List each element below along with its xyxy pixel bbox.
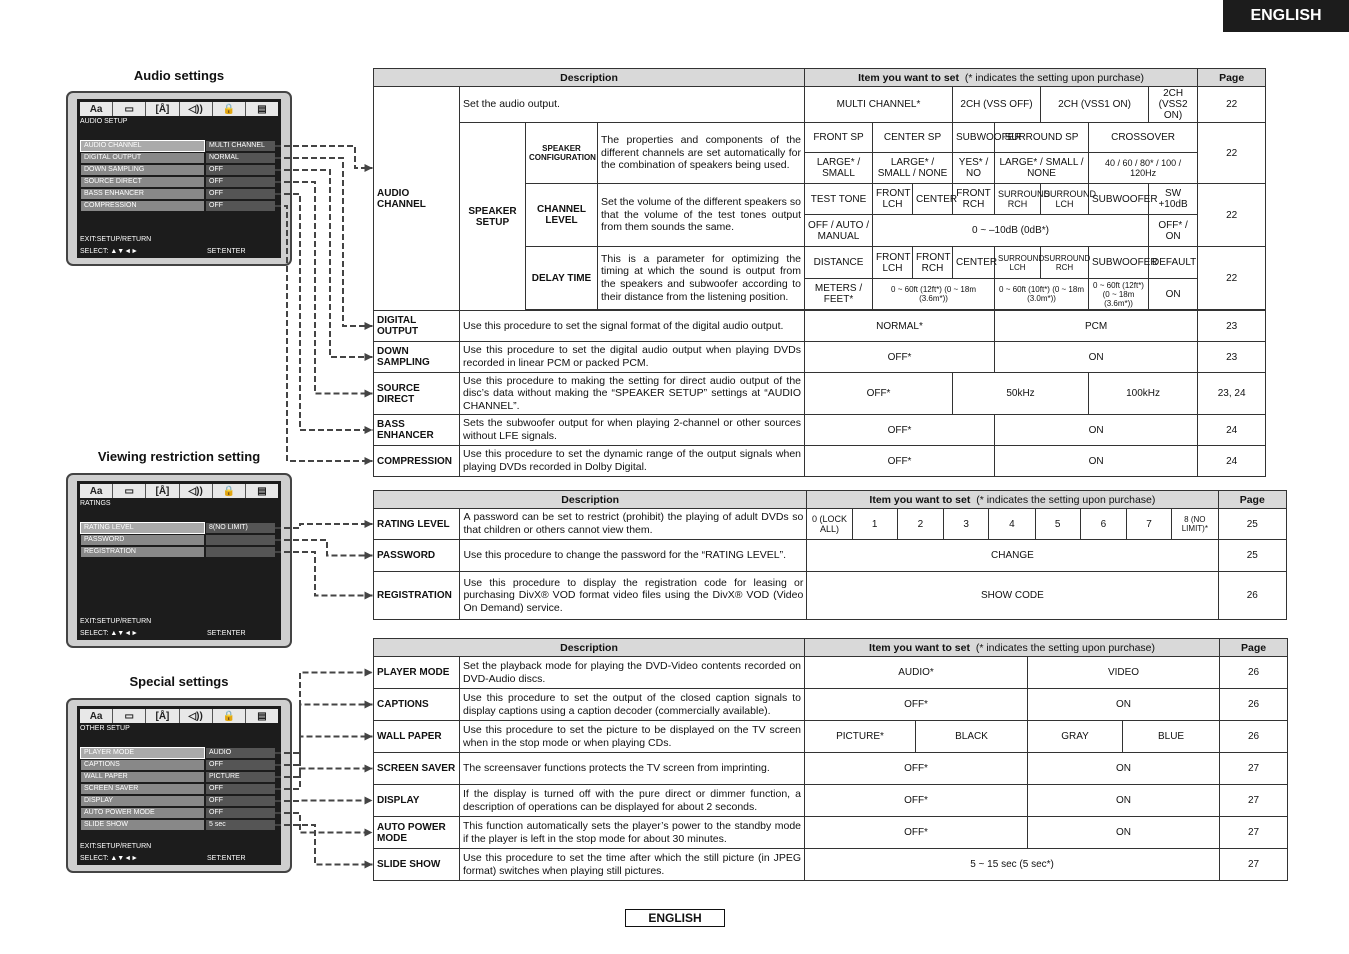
speaker-config-label: SPEAKER CONFIGURATION	[526, 123, 598, 184]
option-cell: BLUE	[1123, 721, 1220, 753]
audio-settings-title: Audio settings	[133, 68, 225, 83]
item-header: Item you want to set (* indicates the setting upon purchase)	[805, 639, 1220, 657]
page-header: Page	[1198, 69, 1266, 87]
display-tab-icon[interactable]: ▭	[113, 102, 146, 116]
menu-row[interactable]	[81, 189, 275, 199]
option-cell: PICTURE*	[805, 721, 916, 753]
page-cell: 27	[1220, 817, 1288, 849]
menu-item-label: AUTO POWER MODE	[81, 808, 204, 818]
audio-channel-desc: Set the audio output.	[460, 87, 805, 123]
arrow-head	[365, 829, 373, 837]
option-cell: 100kHz	[1089, 373, 1198, 415]
setting-desc: Use this procedure to set the signal format of the digital audio output.	[460, 311, 805, 342]
arrow-head	[365, 552, 373, 560]
setting-label: DISPLAY	[374, 785, 460, 817]
menu-row[interactable]	[81, 820, 275, 830]
option-cell: 4	[989, 509, 1035, 540]
audio-tab-icon[interactable]: ◁))	[180, 709, 213, 723]
menu-item-label: AUDIO CHANNEL	[81, 141, 204, 151]
menu-item-value: OFF	[206, 165, 275, 175]
option-cell: 7	[1126, 509, 1171, 540]
rating-level-label: RATING LEVEL	[374, 509, 460, 540]
footer-set: SET:ENTER	[207, 855, 246, 862]
option-cell: CENTER	[913, 184, 953, 215]
menu-item-value: OFF	[206, 796, 275, 806]
page-header: Page	[1218, 491, 1287, 509]
option-cell: SURROUND RCH	[1041, 247, 1089, 279]
menu-tabs	[80, 709, 278, 723]
audio-tab-icon[interactable]: ◁))	[180, 102, 213, 116]
option-cell: ON	[1028, 785, 1220, 817]
menu-row[interactable]	[81, 808, 275, 818]
table-row	[374, 311, 1288, 342]
option-cell: MULTI CHANNEL*	[805, 87, 953, 123]
option-cell: FRONT RCH	[953, 184, 995, 215]
option-cell: 50kHz	[953, 373, 1089, 415]
option-cell: SURROUND SP	[995, 123, 1089, 153]
option-cell: 2CH (VSS OFF)	[953, 87, 1041, 123]
channel-level-label: CHANNEL LEVEL	[526, 184, 598, 247]
description-header: Description	[374, 491, 807, 509]
option-cell: OFF*	[805, 446, 995, 477]
setting-label: COMPRESSION	[374, 446, 460, 477]
menu-item-value	[206, 535, 275, 545]
menu-row[interactable]	[81, 748, 275, 758]
other-tab-icon[interactable]: ▤	[257, 710, 267, 722]
option-cell: FRONT LCH	[873, 247, 913, 279]
page-cell: 26	[1220, 689, 1288, 721]
menu-item-value: PICTURE	[206, 772, 275, 782]
lock-tab-icon[interactable]: 🔒	[213, 102, 246, 116]
footer-select: SELECT: ▲▼◄►	[80, 855, 139, 862]
option-cell: ON	[1149, 279, 1198, 310]
menu-item-label: DOWN SAMPLING	[81, 165, 204, 175]
option-cell: AUDIO*	[805, 657, 1028, 689]
option-cell: ON	[995, 446, 1198, 477]
menu-item-label: WALL PAPER	[81, 772, 204, 782]
page-cell: 24	[1198, 415, 1266, 446]
angle-tab-icon[interactable]: [Å]	[146, 709, 179, 723]
arrow-head	[365, 765, 373, 773]
setting-desc: Use this procedure to set the digital audio output when playing DVDs recorded in linear PCM or packed PCM.	[460, 342, 805, 373]
option-cell: PCM	[995, 311, 1198, 342]
option-cell: 1	[852, 509, 897, 540]
option-cell: 3	[944, 509, 989, 540]
setting-label: WALL PAPER	[374, 721, 460, 753]
viewing-restriction-title: Viewing restriction setting	[97, 449, 261, 464]
arrow-head	[365, 592, 373, 600]
page-header: Page	[1220, 639, 1288, 657]
table-row	[374, 849, 1288, 881]
footer-set: SET:ENTER	[207, 248, 246, 255]
menu-item-value: OFF	[206, 760, 275, 770]
subtitle-tab-icon[interactable]: Aa	[80, 484, 113, 498]
option-cell: SURROUND LCH	[995, 247, 1041, 279]
arrow-head	[365, 390, 373, 398]
arrow-head	[365, 669, 373, 677]
option-cell: 0 ~ 60ft (12ft*) (0 ~ 18m (3.6m*))	[873, 279, 995, 310]
table-row	[374, 753, 1288, 785]
audio-settings-table	[373, 68, 1287, 477]
menu-item-label: BASS ENHANCER	[81, 189, 204, 199]
option-cell: 0 ~ –10dB (0dB*)	[873, 215, 1149, 247]
footer-language-label: ENGLISH	[625, 909, 725, 927]
display-tab-icon[interactable]: ▭	[113, 484, 146, 498]
audio-tab-icon[interactable]: ◁))	[180, 484, 213, 498]
table-row	[374, 721, 1288, 753]
menu-item-value: AUDIO	[206, 748, 275, 758]
setting-desc: The screensaver functions protects the TV screen from imprinting.	[460, 753, 805, 785]
setting-label: DOWN SAMPLING	[374, 342, 460, 373]
subtitle-tab-icon[interactable]: Aa	[80, 102, 113, 116]
table-row	[374, 657, 1288, 689]
footer-exit: EXIT:SETUP/RETURN	[80, 843, 152, 850]
option-cell: GRAY	[1028, 721, 1123, 753]
option-cell: OFF / AUTO / MANUAL	[805, 215, 873, 247]
other-tab-icon[interactable]: ▤	[257, 485, 267, 497]
table-row	[374, 446, 1288, 477]
special-settings-title: Special settings	[129, 674, 229, 689]
option-cell: NORMAL*	[805, 311, 995, 342]
page-cell: 23, 24	[1198, 373, 1266, 415]
screen-title: RATINGS	[80, 500, 111, 507]
setting-label: DIGITAL OUTPUT	[374, 311, 460, 342]
setting-desc: Use this procedure to making the setting for direct audio output of the disc’s data without making the “SPEAKER SETUP” settings at “AUDIO CHANNEL”.	[460, 373, 805, 415]
menu-item-value	[206, 547, 275, 557]
option-cell: TEST TONE	[805, 184, 873, 215]
footer-exit: EXIT:SETUP/RETURN	[80, 618, 152, 625]
audio-channel-label: AUDIO CHANNEL	[374, 87, 460, 311]
option-cell: ON	[995, 415, 1198, 446]
option-cell: OFF*	[805, 785, 1028, 817]
arrow-head	[365, 353, 373, 361]
menu-row[interactable]	[81, 796, 275, 806]
option-cell: LARGE* / SMALL / NONE	[995, 153, 1089, 184]
page-cell: 25	[1218, 509, 1287, 540]
menu-item-label: SOURCE DIRECT	[81, 177, 204, 187]
option-cell: 5 ~ 15 sec (5 sec*)	[805, 849, 1220, 881]
setting-desc: Sets the subwoofer output for when playing 2-channel or other sources without LFE signals.	[460, 415, 805, 446]
option-cell: 40 / 60 / 80* / 100 / 120Hz	[1089, 153, 1198, 184]
table-row	[374, 817, 1288, 849]
other-setup-panel	[66, 698, 292, 873]
arrow-head	[365, 520, 373, 528]
option-cell: SW +10dB	[1149, 184, 1198, 215]
menu-row[interactable]	[81, 547, 275, 557]
tv-screen	[77, 706, 281, 865]
menu-tabs	[80, 484, 278, 498]
tv-screen	[77, 481, 281, 640]
registration-desc: Use this procedure to display the registration code for leasing or purchasing DivX® VOD format video files using the DivX® VOD (Video On Demand) service.	[460, 572, 807, 620]
page-cell: 27	[1220, 849, 1288, 881]
option-cell: ON	[1028, 689, 1220, 721]
menu-row[interactable]	[81, 201, 275, 211]
menu-item-value: OFF	[206, 177, 275, 187]
setting-desc: Use this procedure to set the output of the closed caption signals to display captions using a caption decoder (commercially available).	[460, 689, 805, 721]
table-row	[374, 785, 1288, 817]
option-cell: 5	[1035, 509, 1080, 540]
option-cell: 8 (NO LIMIT)*	[1172, 509, 1218, 540]
menu-item-value: 5 sec	[206, 820, 275, 830]
menu-row[interactable]	[81, 535, 275, 545]
menu-item-label: SCREEN SAVER	[81, 784, 204, 794]
description-header: Description	[374, 69, 805, 87]
tv-screen	[77, 99, 281, 258]
rating-settings-table	[373, 490, 1287, 620]
menu-item-value: OFF	[206, 201, 275, 211]
angle-tab-icon[interactable]: [Å]	[146, 484, 179, 498]
menu-item-label: SLIDE SHOW	[81, 820, 204, 830]
option-cell: FRONT SP	[805, 123, 873, 153]
menu-item-value: OFF	[206, 784, 275, 794]
menu-row[interactable]	[81, 760, 275, 770]
option-cell: LARGE* / SMALL / NONE	[873, 153, 953, 184]
option-cell: SUBWOOFER	[1089, 247, 1149, 279]
option-cell: FRONT LCH	[873, 184, 913, 215]
screen-title: OTHER SETUP	[80, 725, 130, 732]
setting-label: BASS ENHANCER	[374, 415, 460, 446]
page-cell: 26	[1220, 657, 1288, 689]
option-cell: METERS / FEET*	[805, 279, 873, 310]
option-cell: ON	[1028, 753, 1220, 785]
option-cell: 2CH (VSS1 ON)	[1041, 87, 1149, 123]
option-cell: YES* / NO	[953, 153, 995, 184]
screen-title: AUDIO SETUP	[80, 118, 128, 125]
setting-desc: This function automatically sets the player’s power to the standby mode if the player is left in the stop mode for about 30 minutes.	[460, 817, 805, 849]
page-cell: 27	[1220, 753, 1288, 785]
language-tab: ENGLISH	[1223, 0, 1349, 32]
delay-time-desc: This is a parameter for optimizing the timing at which the sound is output from the speakers and subwoofer according to their distance from the listening position.	[598, 247, 805, 310]
arrow-head	[365, 457, 373, 465]
setting-desc: If the display is turned off with the pure direct or dimmer function, a description of operations can be displayed for about 2 seconds.	[460, 785, 805, 817]
audio-setup-panel	[66, 91, 292, 266]
setting-label: SLIDE SHOW	[374, 849, 460, 881]
table-row	[374, 342, 1288, 373]
channel-level-desc: Set the volume of the different speakers so that the volume of the test tones output from them sounds the same.	[598, 184, 805, 247]
arrow-head	[365, 322, 373, 330]
option-cell: ON	[1028, 817, 1220, 849]
page-cell: 26	[1218, 572, 1287, 620]
table-row	[374, 373, 1288, 415]
arrow-head	[365, 733, 373, 741]
option-cell: OFF*	[805, 415, 995, 446]
ratings-panel	[66, 473, 292, 648]
arrow-head	[365, 797, 373, 805]
option-cell: LARGE* / SMALL	[805, 153, 873, 184]
table-row	[374, 689, 1288, 721]
option-cell: OFF*	[805, 817, 1028, 849]
page-cell: 22	[1198, 87, 1266, 123]
option-cell: 0 ~ 60ft (12ft*) (0 ~ 18m (3.6m*))	[1089, 279, 1149, 310]
option-cell: 2	[897, 509, 943, 540]
option-cell: CENTER	[953, 247, 995, 279]
option-cell: SURROUND RCH	[995, 184, 1041, 215]
menu-item-value: MULTI CHANNEL	[206, 141, 275, 151]
menu-row[interactable]	[81, 177, 275, 187]
menu-row[interactable]	[81, 141, 275, 151]
page-cell: 25	[1218, 540, 1287, 572]
special-settings-table	[373, 638, 1288, 881]
menu-item-label: CAPTIONS	[81, 760, 204, 770]
option-cell: OFF*	[805, 753, 1028, 785]
password-label: PASSWORD	[374, 540, 460, 572]
option-cell: SURROUND LCH	[1041, 184, 1089, 215]
option-cell: CROSSOVER	[1089, 123, 1198, 153]
delay-time-label: DELAY TIME	[526, 247, 598, 310]
setting-desc: Use this procedure to set the dynamic range of the output signals when playing DVDs recorded in Dolby Digital.	[460, 446, 805, 477]
speaker-config-desc: The properties and components of the different channels are set automatically for the combination of speakers being used.	[598, 123, 805, 184]
page-cell: 22	[1198, 123, 1266, 184]
menu-row[interactable]	[81, 772, 275, 782]
menu-item-label: DISPLAY	[81, 796, 204, 806]
option-cell: ON	[995, 342, 1198, 373]
option-cell: SHOW CODE	[807, 572, 1218, 620]
arrow-head	[365, 861, 373, 869]
page-cell: 23	[1198, 342, 1266, 373]
arrow-head	[365, 701, 373, 709]
rating-level-desc: A password can be set to restrict (prohibit) the playing of adult DVDs so that children or others cannot view them.	[460, 509, 807, 540]
setting-label: AUTO POWER MODE	[374, 817, 460, 849]
menu-item-value: OFF	[206, 808, 275, 818]
description-header: Description	[374, 639, 805, 657]
arrow-head	[365, 164, 373, 172]
option-cell: 0 (LOCK ALL)	[807, 509, 852, 540]
option-cell: FRONT RCH	[913, 247, 953, 279]
option-cell: VIDEO	[1028, 657, 1220, 689]
footer-exit: EXIT:SETUP/RETURN	[80, 236, 152, 243]
option-cell: 0 ~ 60ft (10ft*) (0 ~ 18m (3.0m*))	[995, 279, 1089, 310]
option-cell: 2CH (VSS2 ON)	[1149, 87, 1198, 123]
option-cell: 6	[1080, 509, 1126, 540]
item-header: Item you want to set (* indicates the setting upon purchase)	[807, 491, 1218, 509]
lock-tab-icon[interactable]: 🔒	[213, 484, 246, 498]
menu-row[interactable]	[81, 165, 275, 175]
page-cell: 27	[1220, 785, 1288, 817]
setting-desc: Set the playback mode for playing the DVD-Video contents recorded on DVD-Audio discs.	[460, 657, 805, 689]
footer-select: SELECT: ▲▼◄►	[80, 630, 139, 637]
menu-item-label: REGISTRATION	[81, 547, 204, 557]
setting-label: SOURCE DIRECT	[374, 373, 460, 415]
menu-item-value: NORMAL	[206, 153, 275, 163]
display-tab-icon[interactable]: ▭	[113, 709, 146, 723]
menu-row[interactable]	[81, 784, 275, 794]
option-cell: CENTER SP	[873, 123, 953, 153]
page-cell: 22	[1198, 247, 1266, 310]
menu-item-value: 8(NO LIMIT)	[206, 523, 275, 533]
page-cell: 22	[1198, 184, 1266, 247]
menu-item-label: PASSWORD	[81, 535, 204, 545]
arrow-head	[365, 426, 373, 434]
option-cell: BLACK	[916, 721, 1028, 753]
setting-label: SCREEN SAVER	[374, 753, 460, 785]
option-cell: SUBWOOFER	[1089, 184, 1149, 215]
menu-item-label: DIGITAL OUTPUT	[81, 153, 204, 163]
option-cell: OFF* / ON	[1149, 215, 1198, 247]
subtitle-tab-icon[interactable]: Aa	[80, 709, 113, 723]
option-cell: OFF*	[805, 342, 995, 373]
setting-label: CAPTIONS	[374, 689, 460, 721]
option-cell: DISTANCE	[805, 247, 873, 279]
table-row	[374, 415, 1288, 446]
angle-tab-icon[interactable]: [Å]	[146, 102, 179, 116]
menu-item-label: RATING LEVEL	[81, 523, 204, 533]
menu-row[interactable]	[81, 523, 275, 533]
setting-label: PLAYER MODE	[374, 657, 460, 689]
option-cell: SUBWOOFER	[953, 123, 995, 153]
option-cell: OFF*	[805, 689, 1028, 721]
menu-item-value: OFF	[206, 189, 275, 199]
menu-row[interactable]	[81, 153, 275, 163]
setting-desc: Use this procedure to set the time after which the still picture (in JPEG format) switches when playing still pictures.	[460, 849, 805, 881]
lock-tab-icon[interactable]: 🔒	[213, 709, 246, 723]
option-cell: DEFAULT	[1149, 247, 1198, 279]
menu-item-label: COMPRESSION	[81, 201, 204, 211]
item-header: Item you want to set (* indicates the setting upon purchase)	[805, 69, 1198, 87]
page-cell: 24	[1198, 446, 1266, 477]
registration-label: REGISTRATION	[374, 572, 460, 620]
page-cell: 26	[1220, 721, 1288, 753]
speaker-setup-label: SPEAKER SETUP	[460, 123, 526, 311]
menu-tabs	[80, 102, 278, 116]
menu-item-label: PLAYER MODE	[81, 748, 204, 758]
setting-desc: Use this procedure to set the picture to be displayed on the TV screen when in the stop mode or when playing CDs.	[460, 721, 805, 753]
option-cell: CHANGE	[807, 540, 1218, 572]
footer-select: SELECT: ▲▼◄►	[80, 248, 139, 255]
page-cell: 23	[1198, 311, 1266, 342]
option-cell: OFF*	[805, 373, 953, 415]
other-tab-icon[interactable]: ▤	[257, 103, 267, 115]
password-desc: Use this procedure to change the password for the “RATING LEVEL”.	[460, 540, 807, 572]
footer-set: SET:ENTER	[207, 630, 246, 637]
